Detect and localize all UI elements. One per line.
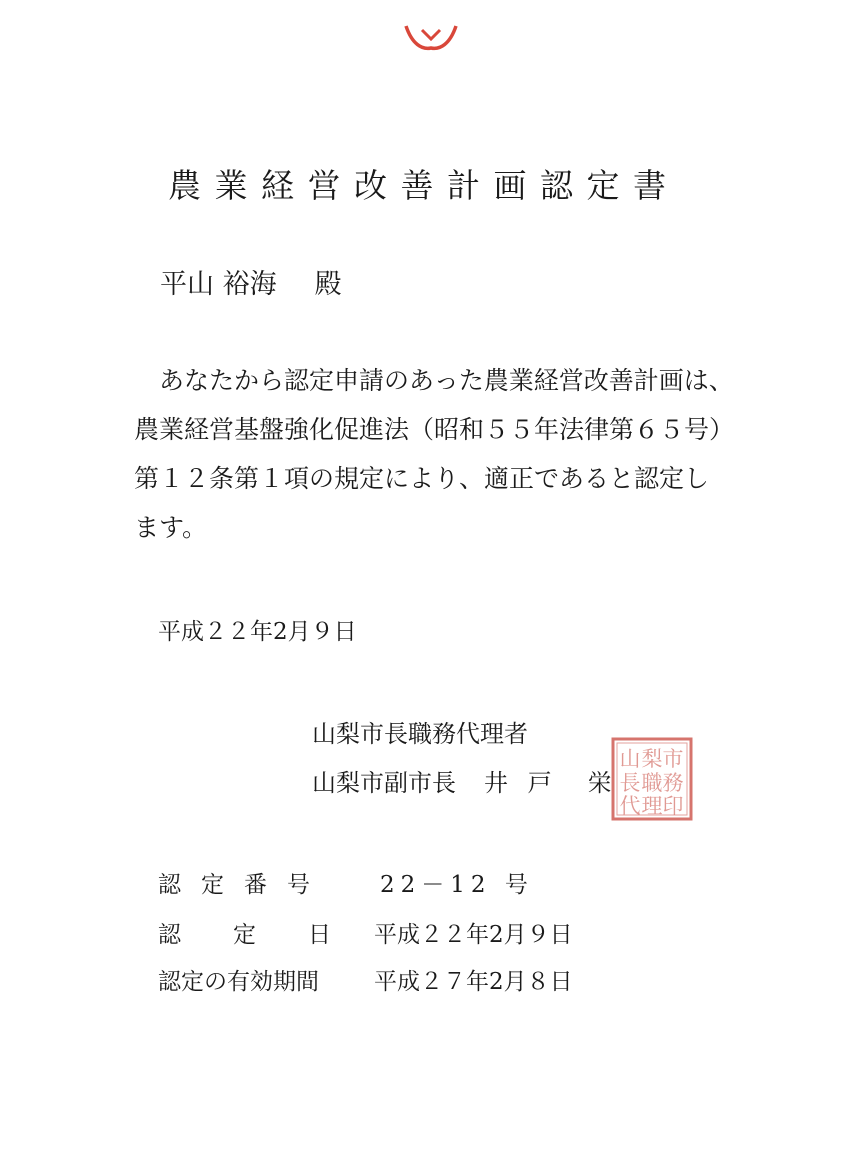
- issuer-title: 山梨市長職務代理者: [312, 720, 528, 748]
- certificate-title: 農業経営改善計画認定書: [168, 166, 680, 205]
- body-line-3: 第１２条第１項の規定により、適正であると認定し: [134, 464, 710, 493]
- validity-period-label: 認定の有効期間: [158, 969, 319, 995]
- svg-text:務: 務: [662, 771, 684, 795]
- official-seal-icon: [610, 736, 694, 822]
- cert-number-label: 認定番号: [158, 872, 330, 898]
- issuer-position: 山梨市副市長: [312, 769, 456, 797]
- validity-period-value: 平成２７年2月８日: [374, 969, 573, 995]
- issuer-block: [312, 710, 618, 808]
- svg-text:長: 長: [619, 771, 641, 795]
- cert-date-value: 平成２２年2月９日: [374, 922, 573, 948]
- city-emblem-icon: [402, 22, 460, 52]
- cert-date-label: 認定日: [158, 922, 383, 948]
- svg-text:市: 市: [662, 747, 684, 771]
- certificate-body: [134, 356, 754, 552]
- svg-text:理: 理: [641, 794, 663, 818]
- issuer-line: [312, 759, 618, 808]
- body-line-1: あなたから認定申請のあった農業経営改善計画は、: [159, 366, 734, 395]
- issuer-name: 井 戸 栄: [484, 769, 618, 797]
- recipient-honorific: 殿: [314, 269, 342, 300]
- svg-text:代: 代: [619, 794, 641, 818]
- svg-text:職: 職: [641, 771, 663, 795]
- cert-number-value: 22－12 号: [380, 872, 534, 898]
- svg-text:山: 山: [619, 747, 641, 771]
- recipient-name: 平山 裕海: [160, 269, 277, 300]
- body-line-4: ます。: [134, 513, 208, 542]
- svg-text:梨: 梨: [641, 747, 663, 771]
- issue-date: 平成２２年2月９日: [158, 619, 357, 645]
- body-line-2: 農業経営基盤強化促進法（昭和５５年法律第６５号）: [134, 415, 735, 444]
- recipient: [160, 262, 342, 301]
- svg-text:印: 印: [662, 794, 684, 818]
